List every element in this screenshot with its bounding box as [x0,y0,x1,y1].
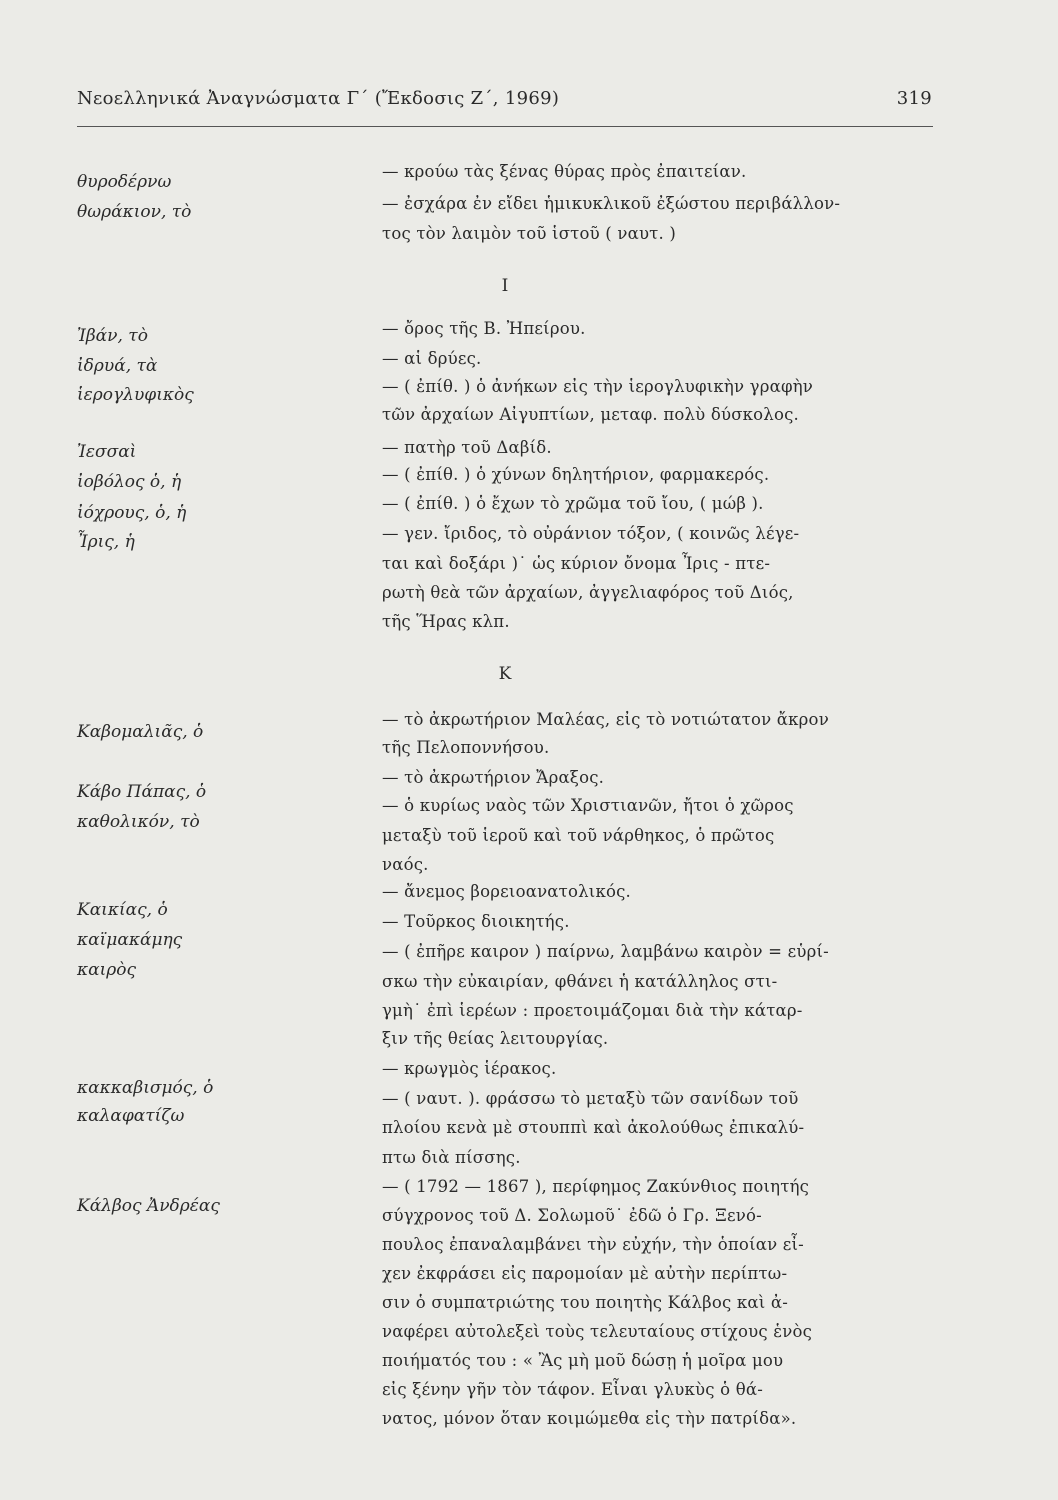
glossary-definition-line: — αἱ δρύες. [382,349,482,368]
section-letter: Κ [498,664,512,684]
glossary-definition-line: — ὄρος τῆς Β. Ἠπείρου. [382,319,586,338]
glossary-definition-line: σιν ὁ συμπατριώτης του ποιητὴς Κάλβος καὶ ἀ- [382,1293,788,1312]
glossary-definition-line: — ( 1792 — 1867 ), περίφημος Ζακύνθιος ποιητής [382,1177,810,1196]
glossary-term: καθολικόν, τὸ [77,812,200,832]
glossary-definition-line: τῆς Πελοποννήσου. [382,738,550,757]
glossary-definition-line: — ( ἐπίθ. ) ὁ ἔχων τὸ χρῶμα τοῦ ἴου, ( μώβ ). [382,494,764,513]
glossary-definition-line: — ( ἐπίθ. ) ὁ χύνων δηλητήριον, φαρμακερός. [382,465,770,484]
glossary-term: θυροδέρνω [77,172,172,192]
glossary-definition-line: — ( ναυτ. ). φράσσω τὸ μεταξὺ τῶν σανίδων τοῦ [382,1089,799,1108]
glossary-definition-line: ξιν τῆς θείας λειτουργίας. [382,1029,609,1048]
glossary-definition-line: — τὸ ἀκρωτήριον Μαλέας, εἰς τὸ νοτιώτατον ἄκρον [382,710,829,729]
glossary-term: καϊμακάμης [77,930,183,950]
glossary-definition-line: ται καὶ δοξάρι )˙ ὡς κύριον ὄνομα Ἶρις - πτε- [382,554,771,573]
glossary-definition-line: γμὴ˙ ἐπὶ ἱερέων : προετοιμάζομαι διὰ τὴν κάταρ- [382,1001,803,1020]
glossary-definition-line: — Τοῦρκος διοικητής. [382,912,570,931]
glossary-term: ἰόχρους, ὁ, ἡ [77,503,187,523]
glossary-definition-line: — ( ἐπῆρε καιρον ) παίρνω, λαμβάνω καιρὸν = εὑρί- [382,942,829,961]
glossary-definition-line: τῶν ἀρχαίων Αἰγυπτίων, μεταφ. πολὺ δύσκολος. [382,405,799,424]
glossary-term: ἰοβόλος ὁ, ἡ [77,472,182,492]
page-number: 319 [896,88,932,109]
glossary-term: Ἰβάν, τὸ [77,326,148,346]
glossary-definition-line: πουλος ἐπαναλαμβάνει τὴν εὐχήν, τὴν ὁποίαν εἶ- [382,1235,804,1254]
book-title: Νεοελληνικά Ἀναγνώσματα Γ´ (Ἔκδοσις Ζ´, 1969) [77,88,560,109]
glossary-term: ἰδρυά, τὰ [77,356,158,376]
glossary-definition-line: — πατὴρ τοῦ Δαβίδ. [382,438,552,457]
glossary-definition-line: — κρωγμὸς ἱέρακος. [382,1059,557,1078]
glossary-definition-line: — ἄνεμος βορειοανατολικός. [382,882,631,901]
glossary-definition-line: τῆς Ἥρας κλπ. [382,612,510,631]
glossary-definition-line: πτω διὰ πίσσης. [382,1148,521,1167]
glossary-term: ἱερογλυφικὸς [77,385,194,405]
glossary-term: Κάλβος Ἀνδρέας [77,1196,220,1216]
glossary-term: Καβομαλιᾶς, ὁ [77,722,204,742]
glossary-definition-line: ναφέρει αὐτολεξεὶ τοὺς τελευταίους στίχους ἑνὸς [382,1322,813,1341]
glossary-definition-line: μεταξὺ τοῦ ἱεροῦ καὶ τοῦ νάρθηκος, ὁ πρῶτος [382,826,775,845]
glossary-term: Ἶρις, ἡ [77,532,135,552]
glossary-definition-line: χεν ἐκφράσει εἰς παρομοίαν μὲ αὐτὴν περίπτω- [382,1264,788,1283]
glossary-definition-line: τος τὸν λαιμὸν τοῦ ἱστοῦ ( ναυτ. ) [382,224,677,243]
glossary-term: κακκαβισμός, ὁ [77,1078,214,1098]
glossary-definition-line: εἰς ξένην γῆν τὸν τάφον. Εἶναι γλυκὺς ὁ θά- [382,1380,763,1399]
glossary-definition-line: — ἐσχάρα ἐν εἴδει ἡμικυκλικοῦ ἐξώστου περιβάλλον- [382,194,841,213]
glossary-term: Καικίας, ὁ [77,900,168,920]
glossary-definition-line: ποιήματός του : « Ἂς μὴ μοῦ δώσῃ ἡ μοῖρα μου [382,1351,784,1370]
glossary-definition-line: σκω τὴν εὐκαιρίαν, φθάνει ἡ κατάλληλος στι- [382,972,778,991]
glossary-definition-line: — ὁ κυρίως ναὸς τῶν Χριστιανῶν, ἤτοι ὁ χῶρος [382,796,794,815]
glossary-definition-line: — γεν. ἴριδος, τὸ οὐράνιον τόξον, ( κοινῶς λέγε- [382,524,800,543]
glossary-definition-line: — τὸ ἀκρωτήριον Ἄραξος. [382,768,605,787]
glossary-definition-line: σύγχρονος τοῦ Δ. Σολωμοῦ˙ ἐδῶ ὁ Γρ. Ξενό- [382,1206,762,1225]
glossary-definition-line: — ( ἐπίθ. ) ὁ ἀνήκων εἰς τὴν ἱερογλυφικὴν γραφὴν [382,377,814,396]
glossary-term: θωράκιον, τὸ [77,202,192,222]
section-letter: Ι [501,276,509,296]
glossary-definition-line: — κρούω τὰς ξένας θύρας πρὸς ἐπαιτείαν. [382,162,747,181]
glossary-definition-line: ρωτὴ θεὰ τῶν ἀρχαίων, ἀγγελιαφόρος τοῦ Διός, [382,583,794,602]
glossary-definition-line: νατος, μόνον ὅταν κοιμώμεθα εἰς τὴν πατρίδα». [382,1409,797,1428]
glossary-term: καιρὸς [77,960,137,980]
glossary-definition-line: ναός. [382,855,429,874]
glossary-definition-line: πλοίου κενὰ μὲ στουππὶ καὶ ἀκολούθως ἐπικαλύ- [382,1118,805,1137]
glossary-term: Ἰεσσαὶ [77,442,137,462]
glossary-term: καλαφατίζω [77,1106,185,1126]
glossary-term: Κάβο Πάπας, ὁ [77,782,207,802]
